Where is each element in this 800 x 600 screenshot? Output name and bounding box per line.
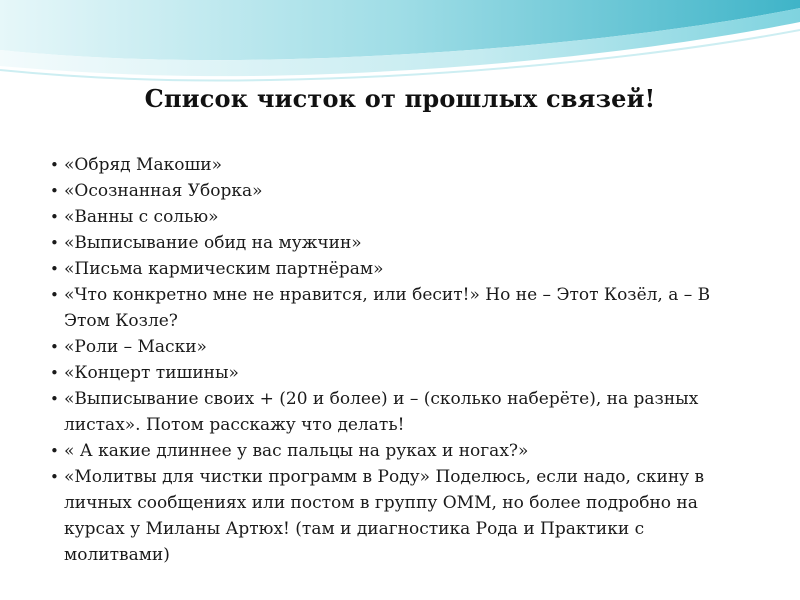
bullet-icon: •: [50, 260, 59, 278]
bullet-icon: •: [50, 442, 59, 460]
slide-title: Список чисток от прошлых связей!: [144, 84, 656, 113]
list-item-text: « А какие длиннее у вас пальцы на руках и ногах?»: [64, 441, 529, 461]
bullet-icon: •: [50, 208, 59, 226]
bullet-icon: •: [50, 338, 59, 356]
cleansing-list: [50, 152, 746, 568]
list-item-text: «Что конкретно мне не нравится, или бесит!» Но не – Этот Козёл, а – В Этом Козле?: [64, 285, 711, 331]
list-item-text: «Ванны с солью»: [64, 207, 219, 227]
list-item: [50, 178, 746, 204]
list-item-text: «Концерт тишины»: [64, 363, 239, 383]
bullet-icon: •: [50, 468, 59, 486]
list-item-text: «Молитвы для чистки программ в Роду» Поделюсь, если надо, скину в личных сообщениях или постом в группу ОММ, но более подробно на курсах у Миланы Артюх! (там и диагностика Рода и Практики с молитвами): [64, 467, 705, 565]
list-item-text: «Осознанная Уборка»: [64, 181, 263, 201]
list-item: [50, 464, 746, 568]
list-item: [50, 256, 746, 282]
list-item: [50, 152, 746, 178]
list-item-text: «Письма кармическим партнёрам»: [64, 259, 384, 279]
list-item-text: «Выписывание своих + (20 и более) и – (сколько наберёте), на разных листах». Потом расскажу что делать!: [64, 389, 699, 435]
list-item: [50, 360, 746, 386]
list-item: [50, 438, 746, 464]
list-item-text: «Обряд Макоши»: [64, 155, 222, 175]
header-wave-decoration: [0, 0, 800, 90]
bullet-icon: •: [50, 182, 59, 200]
list-item: [50, 386, 746, 438]
list-item: [50, 204, 746, 230]
bullet-icon: •: [50, 286, 59, 304]
list-item: [50, 334, 746, 360]
bullet-icon: •: [50, 390, 59, 408]
list-item: [50, 282, 746, 334]
list-item: [50, 230, 746, 256]
list-item-text: «Роли – Маски»: [64, 337, 207, 357]
bullet-icon: •: [50, 156, 59, 174]
bullet-icon: •: [50, 364, 59, 382]
list-item-text: «Выписывание обид на мужчин»: [64, 233, 362, 253]
bullet-icon: •: [50, 234, 59, 252]
